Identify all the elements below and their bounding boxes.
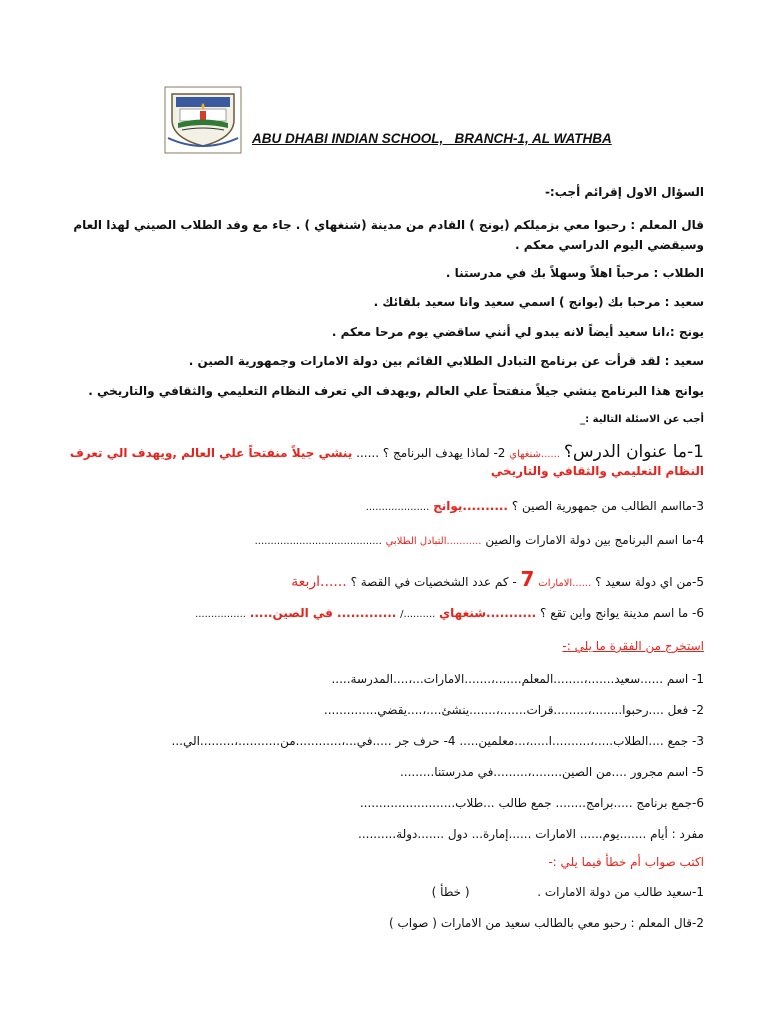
true-false-1-answer: ( خطأ ): [431, 885, 470, 899]
question-1-text: 1-ما عنوان الدرس؟: [563, 442, 704, 462]
question-3-text: 3-مااسم الطالب من جمهورية الصين ؟: [511, 499, 704, 513]
section1-title: السؤال الاول إقرائم أجب:-: [544, 185, 704, 199]
question-3-answer: ..........يوانج: [433, 499, 508, 513]
question-2-answer-a: ينشي جيلاً منفتحاً علي العالم ,ويهدف الي تعرف: [69, 446, 353, 460]
question-5-answer: ......الامارات: [538, 578, 592, 589]
extract-genitive: 5- اسم مجرور ....من الصين........،.........في مدرستنا.........: [399, 765, 704, 779]
true-false-1-text: 1-سعيد طالب من دولة الامارات .: [537, 885, 704, 899]
section3-title: اكتب صواب أم خطأ فيما يلي :-: [548, 855, 704, 869]
question-2-text: 2- لماذا يهدف البرنامج ؟ ......: [356, 446, 506, 460]
answer-following-heading: أجب عن الاسئلة التالية :_: [580, 414, 704, 425]
passage-paragraph-3: سعيد : مرحبا بك (يوانج ) اسمي سعيد وانا سعيد بلقائك .: [373, 295, 704, 309]
question-6-answer-2: ............. في الصين.....: [249, 606, 397, 620]
question-7-number: 7: [520, 567, 535, 591]
true-false-1: [432, 885, 704, 899]
passage-paragraph-6: يوانج هذا البرنامج ينشي جيلاً منفتحاً علي العالم ,ويهدف الي تعرف النظام التعليمي والثقافي والتاريخي .: [88, 384, 704, 398]
extract-plurals: 3- جمع ....الطلاب.....،..........ا.....،...معلمين.....: [459, 734, 704, 748]
passage-paragraph-1: قال المعلم : رحبوا معي بزميلكم (يونج ) القادم من مدينة (شنغهاي ) . جاء مع وفد الطلاب الصيني لهذا العام وسيقضي اليوم الدراسي معكم .: [73, 218, 704, 252]
extract-plural-forms: 6-جمع برنامج .....برامج........ جمع طالب ...طلاب.........................: [359, 796, 704, 810]
true-false-2-answer: ( صواب ): [388, 916, 437, 930]
true-false-2: [389, 916, 704, 930]
extract-verbs: 2- فعل ....رحبوا........،.........قرات.......،.......ينشئ....،....يقضي..............: [323, 703, 704, 717]
question-5: [291, 567, 704, 591]
question-6-text: 6- ما اسم مدينة يوانج واين تقع ؟: [540, 606, 704, 620]
question-5-text: 5-من اي دولة سعيد ؟: [595, 575, 704, 589]
question-6: [195, 606, 704, 620]
question-4-answer: ...........التبادل الطلابي: [385, 536, 482, 547]
school-logo: [164, 86, 242, 154]
passage-paragraph-5: سعيد : لقد قرأت عن برنامج التبادل الطلابي القائم بين دولة الامارات وجمهورية الصين .: [188, 354, 704, 368]
question-6-answer-1: ...........شنغهاي: [439, 606, 537, 620]
passage-paragraph-2: الطلاب : مرحباً اهلاً وسهلاً بك في مدرستنا .: [445, 266, 704, 280]
question-7-answer: ......اربعة: [291, 574, 347, 590]
question-4-text: 4-ما اسم البرنامج بين دولة الامارات والصين: [485, 533, 704, 547]
question-2-answer-b: النظام التعليمي والثقافي والتاريخي: [490, 464, 704, 478]
question-4-dots: ........................................: [254, 536, 382, 547]
extract-plurals-prepositions: [172, 734, 705, 748]
question-1-2: [70, 442, 704, 462]
passage-paragraph-4: يونج :،انا سعيد أيضاً لانه يبدو لي أنني ساقضي يوم مرحا معكم .: [331, 325, 704, 339]
question-1-answer: ......شنغهاي: [509, 449, 561, 460]
extract-prepositions: 4- حرف جر .....في...،............من...........،.........الي...: [171, 734, 456, 748]
extract-singular-forms: مفرد : أيام .......يوم...... الامارات ......إمارة... دول .......دولة..........: [358, 827, 704, 841]
question-7-text: - كم عدد الشخصيات في القصة ؟: [350, 575, 517, 589]
question-6-separator: ........../: [400, 609, 436, 620]
question-3: [366, 499, 704, 513]
true-false-2-text: 2-قال المعلم : رحبو معي بالطالب سعيد من الامارات: [440, 916, 704, 930]
school-name: ABU DHABI INDIAN SCHOOL, BRANCH-1, AL WATHBA: [252, 131, 612, 146]
question-4: [255, 533, 704, 547]
extract-nouns: 1- اسم ......سعيد.......،........المعلم.......،.......الامارات...،....المدرسة.....: [331, 672, 704, 686]
question-3-dots: ....................: [365, 502, 430, 513]
section2-title: استخرج من الفقرة ما يلي :-: [562, 639, 704, 653]
question-6-dots: ................: [195, 609, 246, 620]
